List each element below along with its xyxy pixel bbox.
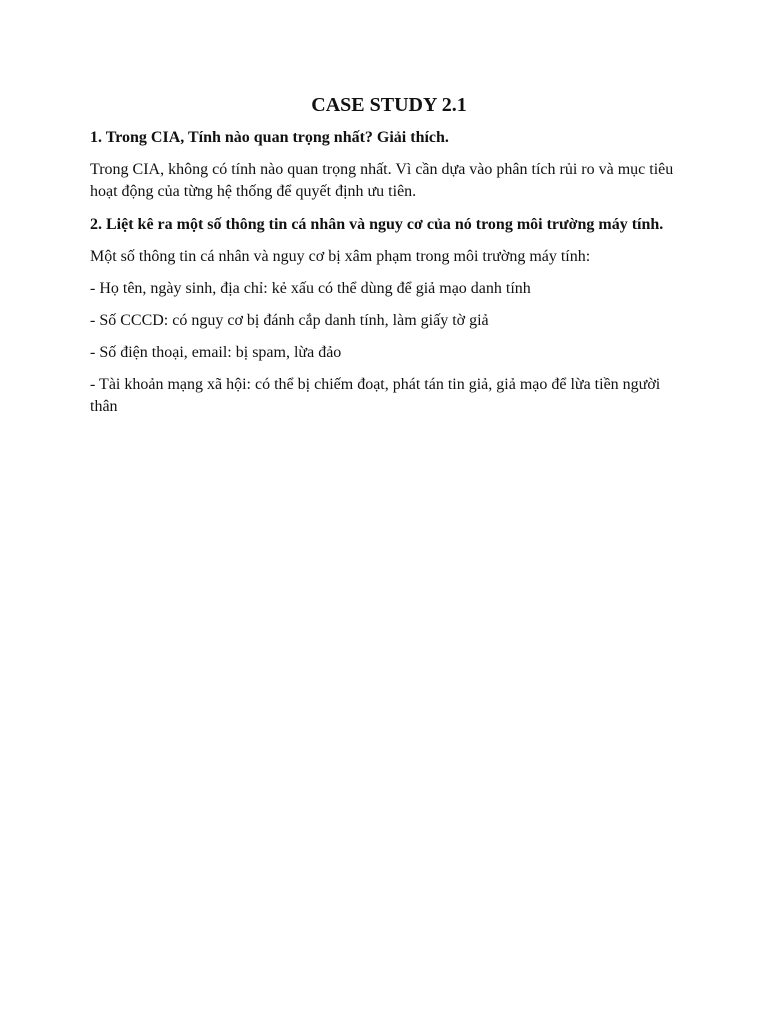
list-item-phone-email: - Số điện thoại, email: bị spam, lừa đảo: [90, 344, 342, 361]
question-1-heading: 1. Trong CIA, Tính nào quan trọng nhất? Giải thích.: [90, 129, 449, 146]
list-item-social-account: - Tài khoản mạng xã hội: có thể bị chiếm đoạt, phát tán tin giả, giả mạo để lừa tiền người thân: [90, 376, 661, 415]
list-item-personal-info: - Họ tên, ngày sinh, địa chỉ: kẻ xấu có thể dùng để giả mạo danh tính: [90, 280, 531, 297]
question-1-answer: Trong CIA, không có tính nào quan trọng nhất. Vì cần dựa vào phân tích rủi ro và mục tiêu hoạt động của từng hệ thống để quyết định ưu tiên.: [90, 161, 674, 200]
question-2-heading: 2. Liệt kê ra một số thông tin cá nhân và nguy cơ của nó trong môi trường máy tính.: [90, 216, 664, 233]
list-item-id-card: - Số CCCD: có nguy cơ bị đánh cắp danh tính, làm giấy tờ giả: [90, 312, 489, 329]
question-2-intro: Một số thông tin cá nhân và nguy cơ bị xâm phạm trong môi trường máy tính:: [90, 248, 591, 265]
document-title: CASE STUDY 2.1: [311, 94, 467, 116]
document-page: [90, 92, 680, 429]
